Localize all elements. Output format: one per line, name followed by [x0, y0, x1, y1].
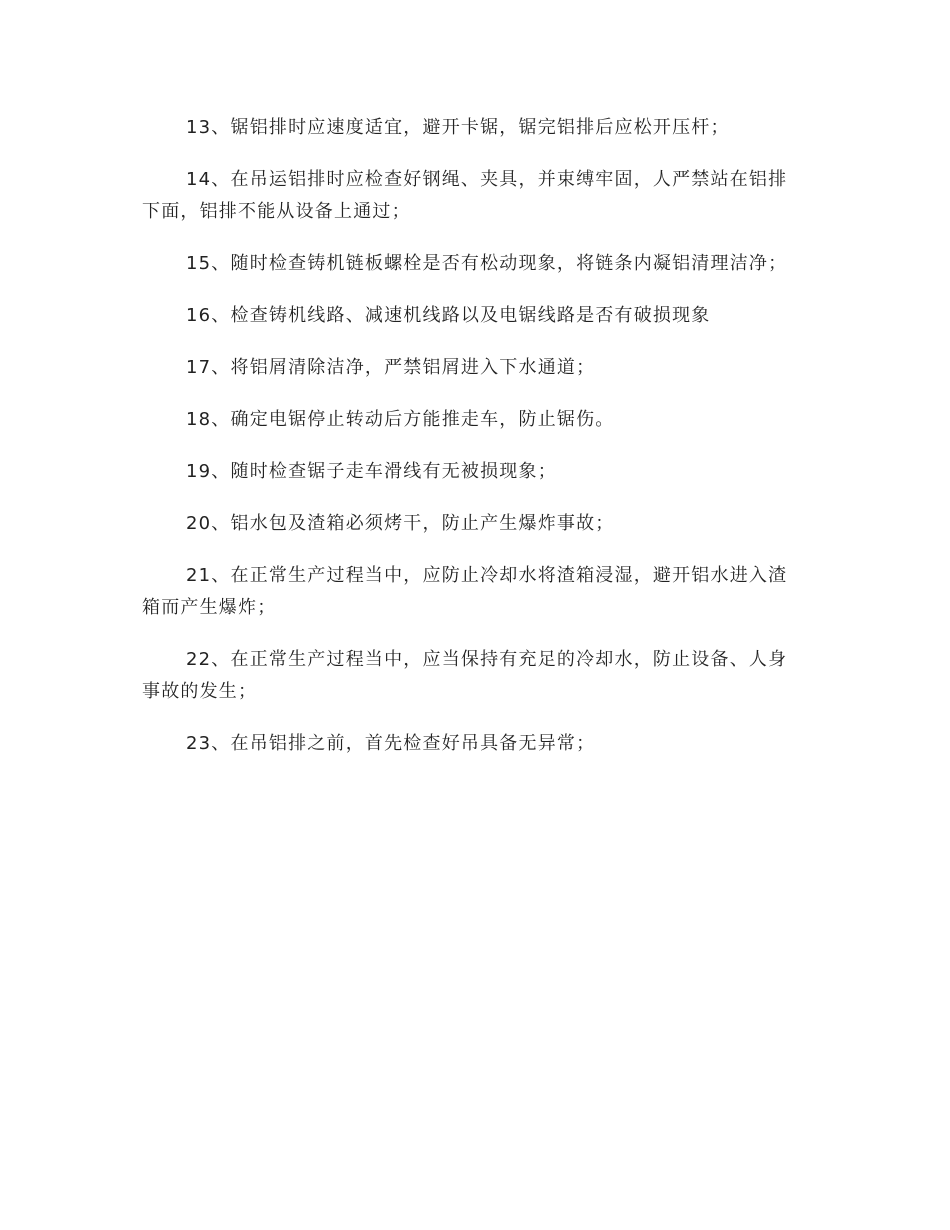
paragraph-16: 16、检查铸机线路、减速机线路以及电锯线路是否有破损现象 — [186, 305, 711, 326]
paragraph-14: 14、在吊运铝排时应检查好钢绳、夹具，并束缚牢固，人严禁站在铝排下面，铝排不能从设备上通过； — [142, 169, 788, 222]
document-body — [142, 112, 802, 780]
paragraph-20: 20、铝水包及渣箱必须烤干，防止产生爆炸事故； — [186, 513, 615, 534]
paragraph-18: 18、确定电锯停止转动后方能推走车，防止锯伤。 — [186, 409, 615, 430]
paragraph-22: 22、在正常生产过程当中，应当保持有充足的冷却水，防止设备、人身事故的发生； — [142, 649, 788, 702]
paragraph-13: 13、锯铝排时应速度适宜，避开卡锯，锯完铝排后应松开压杆； — [186, 117, 730, 138]
paragraph-15: 15、随时检查铸机链板螺栓是否有松动现象，将链条内凝铝清理洁净； — [186, 253, 788, 274]
paragraph-21: 21、在正常生产过程当中，应防止冷却水将渣箱浸湿，避开铝水进入渣箱而产生爆炸； — [142, 565, 788, 618]
paragraph-17: 17、将铝屑清除洁净，严禁铝屑进入下水通道； — [186, 357, 596, 378]
paragraph-23: 23、在吊铝排之前，首先检查好吊具备无异常； — [186, 733, 596, 754]
paragraph-19: 19、随时检查锯子走车滑线有无被损现象； — [186, 461, 557, 482]
